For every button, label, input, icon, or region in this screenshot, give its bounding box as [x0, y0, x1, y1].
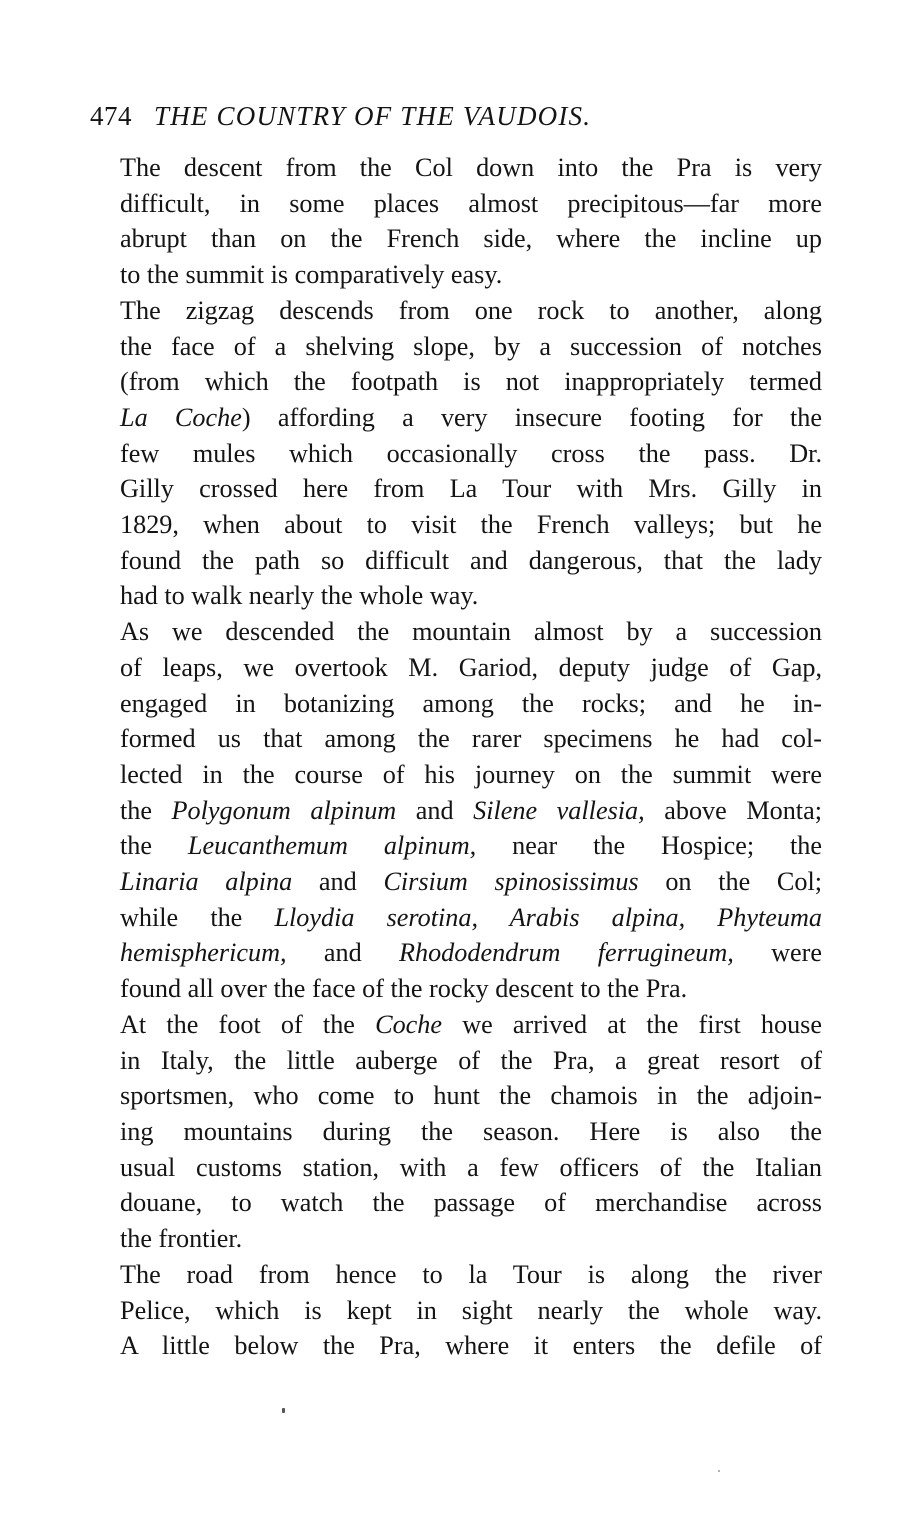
text-line: [90, 935, 822, 971]
text-line: found the path so difficult and dangerous, that the lady: [120, 545, 822, 575]
text-run: on the Col;: [638, 867, 823, 897]
italic-term: Silene vallesia,: [473, 795, 645, 825]
text-run: while the: [120, 902, 275, 932]
text-run: At the foot of the: [120, 1009, 376, 1039]
italic-term: Linaria alpina: [120, 867, 293, 897]
text-line: The zigzag descends from one rock to another, along: [120, 295, 822, 325]
text-run: and: [286, 938, 399, 968]
italic-term: Coche: [375, 1009, 443, 1039]
paragraph-4: [90, 1007, 822, 1257]
text-line: A little below the Pra, where it enters the defile of: [120, 1331, 822, 1361]
page-number: 474: [90, 101, 132, 131]
text-line: found all over the face of the rocky descent to the Pra.: [120, 974, 688, 1004]
text-run: above Monta;: [644, 795, 822, 825]
text-line: The descent from the Col down into the Pra is very: [120, 153, 822, 182]
text-line: Gilly crossed here from La Tour with Mrs. Gilly in: [120, 474, 822, 504]
text-line: [90, 900, 822, 936]
paragraph-5: [90, 1257, 822, 1364]
italic-term: Polygonum alpinum: [171, 795, 397, 825]
text-line: Pelice, which is kept in sight nearly the whole way.: [120, 1295, 822, 1325]
paragraph-1: [90, 150, 822, 293]
text-line: 1829, when about to visit the French valleys; but he: [120, 510, 822, 540]
text-line: As we descended the mountain almost by a succession: [120, 617, 822, 647]
text-line: the frontier.: [120, 1224, 243, 1254]
italic-term: Rhododendrum ferrugineum,: [399, 938, 734, 968]
italic-term: Cirsium spinosissimus: [383, 867, 639, 897]
ink-speck: [718, 1470, 720, 1472]
text-line: to the summit is comparatively easy.: [120, 260, 503, 290]
text-run: and: [292, 867, 384, 897]
running-head: [90, 96, 830, 136]
text-line: usual customs station, with a few officers of the Italian: [120, 1152, 822, 1182]
text-run: we arrived at the first house: [442, 1009, 822, 1039]
text-line: lected in the course of his journey on the summit were: [120, 759, 822, 789]
italic-term: Lloydia serotina, Arabis alpina, Phyteuma: [274, 902, 822, 932]
text-line: [90, 1007, 822, 1043]
text-line: difficult, in some places almost precipitous—far more: [120, 188, 822, 218]
text-line: [90, 400, 822, 436]
text-line: [90, 828, 822, 864]
text-line: sportsmen, who come to hunt the chamois in the adjoin-: [120, 1081, 822, 1111]
text-line: ing mountains during the season. Here is also the: [120, 1116, 822, 1146]
text-line: [90, 864, 822, 900]
text-run: and: [396, 795, 474, 825]
paragraph-2: [90, 293, 822, 614]
text-line: had to walk nearly the whole way.: [120, 581, 479, 611]
text-line: in Italy, the little auberge of the Pra, a great resort of: [120, 1045, 822, 1075]
paragraph-3: [90, 614, 822, 1007]
text-line: few mules which occasionally cross the pass. Dr.: [120, 438, 822, 468]
italic-term: hemisphericum,: [120, 938, 287, 968]
text-run: ) affording a very insecure footing for the: [241, 402, 823, 432]
text-run: were: [733, 938, 822, 968]
text-run: the: [120, 831, 188, 861]
text-line: formed us that among the rarer specimens he had col-: [120, 724, 822, 754]
text-line: The road from hence to la Tour is along the river: [120, 1259, 822, 1289]
text-run: near the Hospice; the: [476, 831, 822, 861]
italic-term: La Coche: [120, 402, 242, 432]
italic-term: Leucanthemum alpinum,: [187, 831, 477, 861]
text-line: abrupt than on the French side, where the incline up: [120, 224, 822, 254]
text-line: (from which the footpath is not inappropriately termed: [120, 367, 822, 397]
text-run: the: [120, 795, 172, 825]
text-line: the face of a shelving slope, by a succession of notches: [120, 331, 822, 361]
running-title: THE COUNTRY OF THE VAUDOIS.: [154, 101, 592, 131]
ink-speck: [282, 1408, 285, 1413]
text-line: of leaps, we overtook M. Gariod, deputy judge of Gap,: [120, 652, 822, 682]
text-line: engaged in botanizing among the rocks; and he in-: [120, 688, 822, 718]
body-text: [90, 150, 822, 1364]
text-line: douane, to watch the passage of merchandise across: [120, 1188, 822, 1218]
text-line: [90, 793, 822, 829]
